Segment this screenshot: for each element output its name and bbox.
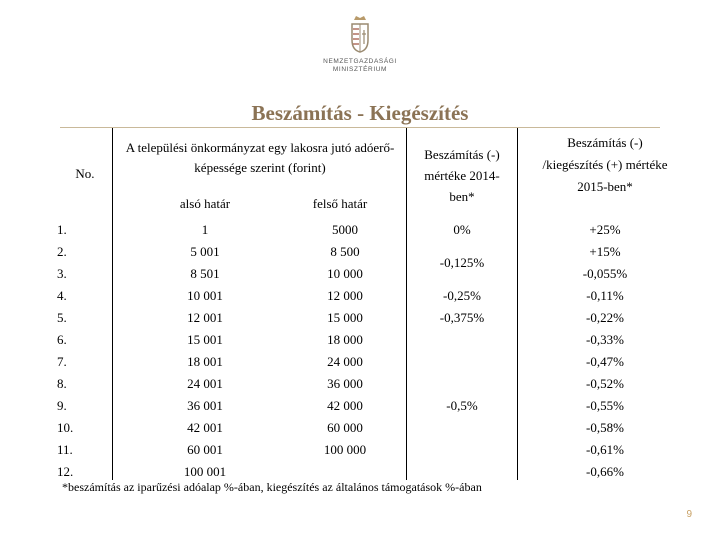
row-number: 12.	[57, 464, 74, 479]
org-name-line2: MINISZTÉRIUM	[332, 66, 388, 73]
adjustment-2015-cell: -0,66%	[586, 464, 624, 479]
upper-bound-cell: 36 000	[327, 376, 363, 391]
row-number: 7.	[57, 354, 67, 369]
adjustment-2015-cell: -0,33%	[586, 332, 624, 347]
header-deduction-2014: Beszámítás (-) mértéke 2014-ben*	[424, 147, 500, 204]
coat-of-arms-icon	[348, 14, 372, 54]
row-number: 11.	[57, 442, 73, 457]
upper-bound-cell: 8 500	[330, 244, 360, 259]
adjustment-2015-cell: -0,055%	[582, 266, 628, 281]
row-number: 1.	[57, 222, 67, 237]
table-vline-left	[112, 128, 113, 480]
lower-bound-cell: 15 001	[187, 332, 223, 347]
row-number: 4.	[57, 288, 67, 303]
lower-bound-cell: 100 001	[183, 464, 227, 479]
upper-bound-cell: 24 000	[327, 354, 363, 369]
lower-bound-cell: 18 001	[187, 354, 223, 369]
lower-bound-cell: 10 001	[187, 288, 223, 303]
upper-bound-cell: 100 000	[323, 442, 367, 457]
org-name-line1: NEMZETGAZDASÁGI	[323, 58, 397, 65]
deduction-2014-cell: -0,375%	[439, 310, 485, 325]
header-lower-bound: alsó határ	[179, 196, 231, 211]
deduction-2014-cell: -0,25%	[443, 288, 481, 303]
upper-bound-cell: 42 000	[327, 398, 363, 413]
adjustment-2015-cell: -0,55%	[586, 398, 624, 413]
adjustment-2015-cell: +15%	[589, 244, 621, 259]
adjustment-2015-cell: -0,11%	[586, 288, 624, 303]
lower-bound-cell: 60 001	[187, 442, 223, 457]
upper-bound-cell: 15 000	[327, 310, 363, 325]
deduction-2014-cell: -0,5%	[446, 398, 478, 413]
adjustment-2015-cell: -0,58%	[586, 420, 624, 435]
header-upper-bound: felső határ	[312, 196, 368, 211]
header-range-group: A települési önkormányzat egy lakosra jutó adóerő-képessége szerint (forint)	[125, 140, 395, 175]
adjustment-2015-cell: -0,47%	[586, 354, 624, 369]
upper-bound-cell: 10 000	[327, 266, 363, 281]
adjustment-2015-cell: -0,22%	[586, 310, 624, 325]
table-vline-right	[517, 128, 518, 480]
upper-bound-cell: 18 000	[327, 332, 363, 347]
adjustment-2015-cell: +25%	[589, 222, 621, 237]
upper-bound-cell: 5000	[332, 222, 358, 237]
lower-bound-cell: 12 001	[187, 310, 223, 325]
row-number: 2.	[57, 244, 67, 259]
row-number: 6.	[57, 332, 67, 347]
lower-bound-cell: 5 001	[190, 244, 220, 259]
adjustment-2015-cell: -0,52%	[586, 376, 624, 391]
lower-bound-cell: 8 501	[190, 266, 220, 281]
lower-bound-cell: 1	[201, 222, 209, 237]
row-number: 9.	[57, 398, 67, 413]
row-number: 10.	[57, 420, 74, 435]
deduction-2014-cell: -0,125%	[439, 255, 485, 270]
row-number: 5.	[57, 310, 67, 325]
header-adjustment-2015: Beszámítás (-) /kiegészítés (+) mértéke 2015-ben*	[542, 135, 668, 194]
page-title: Beszámítás - Kiegészítés	[251, 101, 469, 125]
title-divider	[60, 127, 660, 128]
upper-bound-cell: 12 000	[327, 288, 363, 303]
ministry-logo	[312, 14, 408, 84]
adjustment-2015-cell: -0,61%	[586, 442, 624, 457]
upper-bound-cell: 60 000	[327, 420, 363, 435]
lower-bound-cell: 24 001	[187, 376, 223, 391]
footnote: *beszámítás az iparűzési adóalap %-ában, kiegészítés az általános támogatások %-ában	[62, 480, 482, 494]
page-number: 9	[686, 509, 692, 520]
deduction-2014-cell: 0%	[453, 222, 471, 237]
row-number: 3.	[57, 266, 67, 281]
lower-bound-cell: 42 001	[187, 420, 223, 435]
header-no: No.	[75, 166, 95, 181]
row-number: 8.	[57, 376, 67, 391]
lower-bound-cell: 36 001	[187, 398, 223, 413]
